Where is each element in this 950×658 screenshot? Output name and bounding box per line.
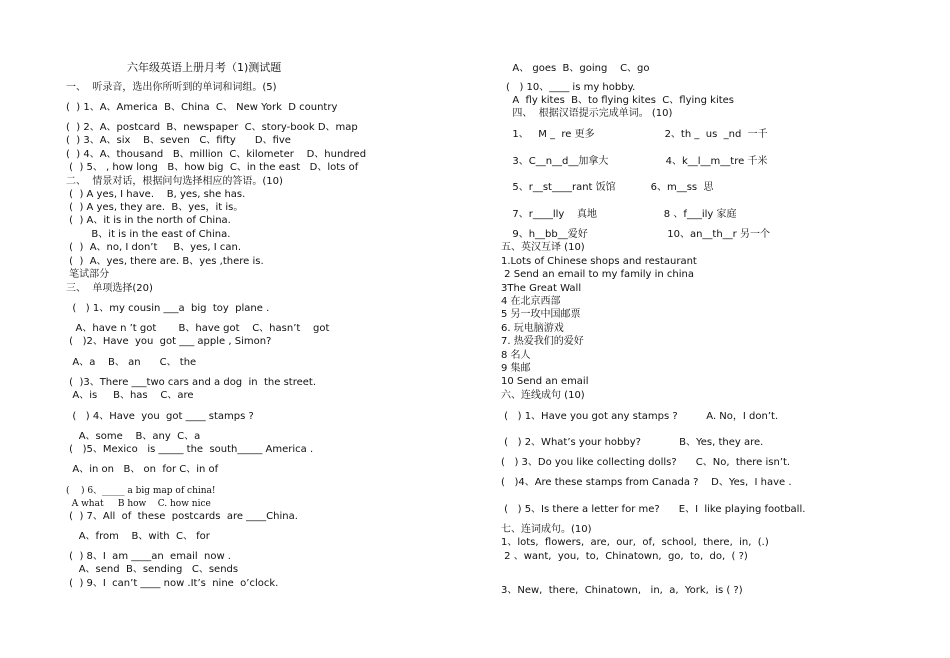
word-completion-row-5: 9、h__bb__爱好 10、an__th__r 另一个 [506,229,770,240]
choice-q3-options: A、is B、has C、are [66,390,194,401]
matching-item-4: ( )4、Are these stamps from Canada ? D、Yes, I have . [501,477,792,488]
translation-item-10: 10 Send an email [501,376,589,387]
choice-q5-options: A、in on B、 on for C、in of [66,464,219,475]
translation-item-8: 8 名人 [501,350,531,361]
choice-q6: ( ) 6、_____ a big map of china! [66,486,216,496]
translation-item-3: 3The Great Wall [501,283,582,294]
choice-q1-options: A、have n ’t got B、have got C、hasn’t got [66,323,330,334]
word-completion-row-3: 5、r__st____rant 饭馆 6、m__ss 思 [506,182,714,193]
exam-title: 六年级英语上册月考（1)测试题 [127,61,282,74]
section-5-heading: 五、英汉互译 (10) [501,242,585,253]
section-1-heading: 一、 听录音，选出你所听到的单词和词组。(5) [66,82,277,93]
choice-q8: ( ) 8、I am ____an email now . [66,551,231,562]
choice-q8-options: A、send B、sending C、sends [66,564,239,575]
matching-item-1: ( ) 1、Have you got any stamps ? A. No，I don’t. [501,411,779,422]
dialogue-item-2: ( ) A yes, they are. B、yes，it is。 [66,202,244,213]
translation-item-4: 4 在北京西部 [501,296,561,307]
listening-item-1: ( ) 1、A、America B、China C、 New York D country [66,102,338,113]
choice-q6-options: A what B how C. how nice [66,499,211,509]
word-completion-row-4: 7、r____lly 真地 8 、f___ily 家庭 [506,209,737,220]
choice-q2-options: A、a B、 an C、 the [66,357,197,368]
section-7-heading: 七、连词成句。(10) [501,524,592,535]
word-completion-row-2: 3、C__n__d__加拿大 4、k__l__m__tre 千米 [506,156,768,167]
section-6-heading: 六、连线成句 (10) [501,390,585,401]
choice-q9: ( ) 9、I can’t ____ now .It’s nine o’clock. [66,578,279,589]
dialogue-item-1: ( ) A yes, I have. B, yes, she has. [66,189,246,200]
translation-item-7: 7. 热爱我们的爱好 [501,336,584,347]
dialogue-item-3a: ( ) A、it is in the north of China. [66,215,231,226]
sentence-order-2: 2 、want, you, to, Chinatown, go, to, do, ( ?) [501,551,748,562]
choice-q10: ( ) 10、____ is my hobby. [506,82,636,93]
translation-item-6: 6. 玩电脑游戏 [501,323,564,334]
matching-item-5: ( ) 5、Is there a letter for me? E、I like playing football. [501,504,806,515]
translation-item-1: 1.Lots of Chinese shops and restaurant [501,256,697,267]
dialogue-item-4: ( ) A、no, I don’t B、yes, I can. [66,242,242,253]
translation-item-9: 9 集邮 [501,363,531,374]
dialogue-item-5: ( ) A、yes, there are. B、yes ,there is. [66,256,264,267]
matching-item-3: ( ) 3、Do you like collecting dolls? C、No, there isn’t. [501,457,791,468]
choice-q5: ( )5、Mexico is _____ the south_____ America . [66,444,314,455]
choice-q2: ( )2、Have you got ___ apple , Simon? [66,336,272,347]
dialogue-item-3b: B、it is in the east of China. [66,229,231,240]
sentence-order-3: 3、New, there, Chinatown, in, a, York, is ( ?) [501,585,743,596]
written-part-heading: 笔试部分 [66,269,110,280]
translation-item-5: 5 另一玫中国邮票 [501,309,581,320]
translation-item-2: 2 Send an email to my family in china [501,269,694,280]
section-4-heading: 四、 根据汉语提示完成单词。 (10) [506,108,673,119]
listening-item-5: ( ) 5、 , how long B、how big C、in the east D、lots of [66,162,359,173]
listening-item-3: ( ) 3、A、six B、seven C、fifty D、five [66,135,291,146]
listening-item-2: ( ) 2、A、postcard B、newspaper C、story-book D、map [66,122,358,133]
choice-q3: ( )3、There ___two cars and a dog in the street. [66,377,317,388]
choice-q10-options: A fly kites B、to flying kites C、flying kites [506,95,735,106]
section-3-heading: 三、 单项选择(20) [66,283,153,294]
listening-item-4: ( ) 4、A、thousand B、million C、kilometer D、hundred [66,149,367,160]
choice-q4: ( ) 4、Have you got ____ stamps ? [66,411,254,422]
choice-q9-options: A、 goes B、going C、go [506,63,650,74]
matching-item-2: ( ) 2、What’s your hobby? B、Yes, they are. [501,437,764,448]
word-completion-row-1: 1、 M _ re 更多 2、th _ us _nd 一千 [506,129,768,140]
choice-q4-options: A、some B、any C、a [66,431,201,442]
choice-q1: ( ) 1、my cousin ___a big toy plane . [66,303,270,314]
sentence-order-1: 1、lots, flowers, are, our, of, school, there, in, (.) [501,537,769,548]
choice-q7: ( ) 7、All of these postcards are ____China. [66,511,298,522]
choice-q7-options: A、from B、with C、 for [66,531,210,542]
section-2-heading: 二、 情景对话，根据问句选择相应的答语。(10) [66,176,283,187]
